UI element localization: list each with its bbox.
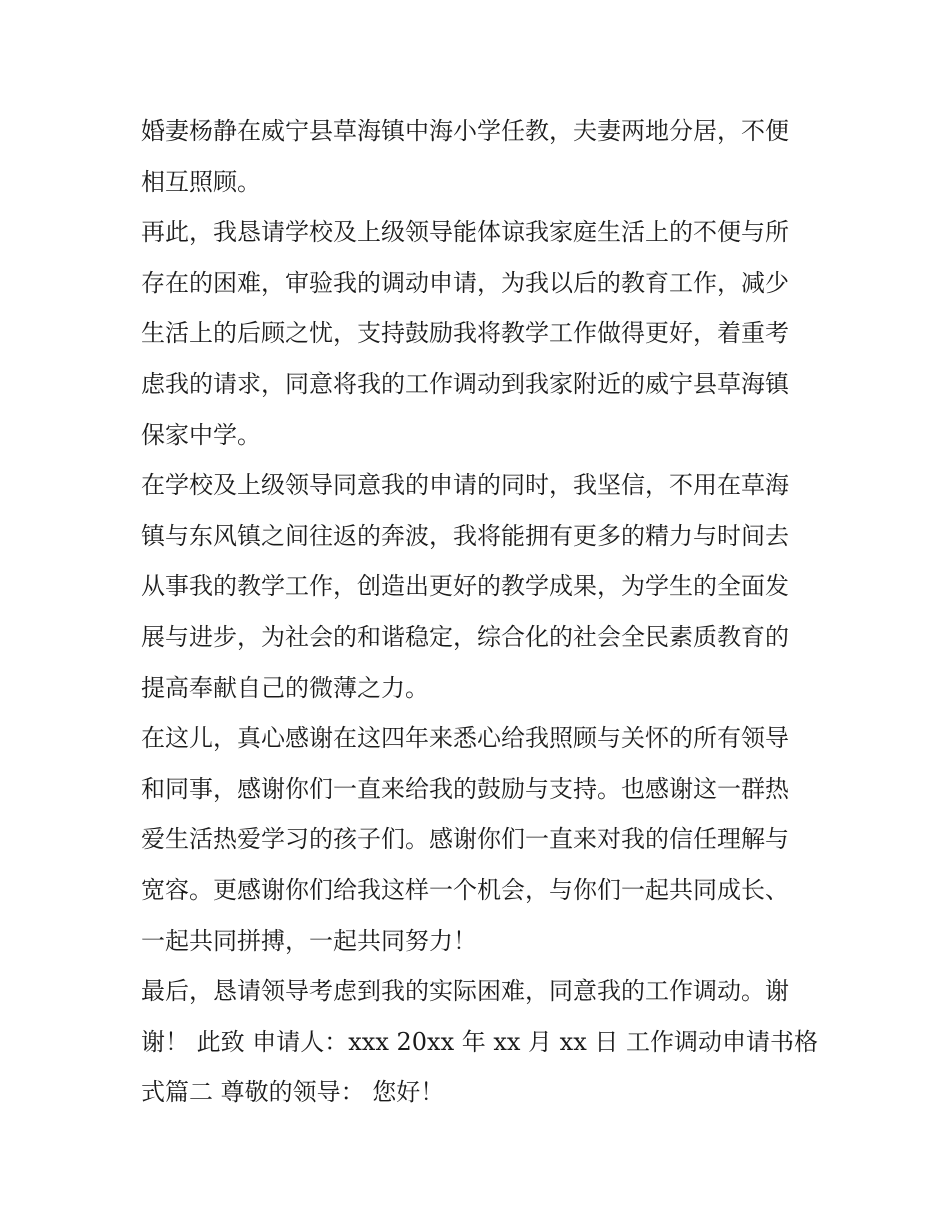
text-line: 在学校及上级领导同意我的申请的同时，我坚信，不用在草海 <box>141 471 789 500</box>
text-line: 谢！ 此致 申请人：xxx 20xx 年 xx 月 xx 日 工作调动申请书格 <box>141 1027 819 1056</box>
text-line: 爱生活热爱学习的孩子们。感谢你们一直来对我的信任理解与 <box>141 825 789 854</box>
text-line: 展与进步，为社会的和谐稳定，综合化的社会全民素质教育的 <box>141 622 789 651</box>
text-line: 虑我的请求，同意将我的工作调动到我家附近的威宁县草海镇 <box>141 369 789 398</box>
text-line: 宽容。更感谢你们给我这样一个机会，与你们一起共同成长、 <box>141 875 789 904</box>
text-line: 存在的困难，审验我的调动申请，为我以后的教育工作，减少 <box>141 268 789 297</box>
text-line: 从事我的教学工作，创造出更好的教学成果，为学生的全面发 <box>141 572 789 601</box>
text-line: 相互照顾。 <box>141 167 261 196</box>
text-line: 一起共同拼搏，一起共同努力！ <box>141 926 477 955</box>
text-line: 保家中学。 <box>141 420 261 449</box>
text-line: 最后，恳请领导考虑到我的实际困难，同意我的工作调动。谢 <box>141 977 789 1006</box>
text-line: 生活上的后顾之忧，支持鼓励我将教学工作做得更好，着重考 <box>141 319 789 348</box>
text-line: 在这儿，真心感谢在这四年来悉心给我照顾与关怀的所有领导 <box>141 724 789 753</box>
text-line: 镇与东风镇之间往返的奔波，我将能拥有更多的精力与时间去 <box>141 521 789 550</box>
text-line: 婚妻杨静在威宁县草海镇中海小学任教，夫妻两地分居，不便 <box>141 117 789 145</box>
text-line: 再此，我恳请学校及上级领导能体谅我家庭生活上的不便与所 <box>141 218 789 247</box>
document-body <box>141 106 821 1118</box>
text-line: 提高奉献自己的微薄之力。 <box>141 673 429 702</box>
text-line: 和同事，感谢你们一直来给我的鼓励与支持。也感谢这一群热 <box>141 774 789 803</box>
text-line: 式篇二 尊敬的领导： 您好！ <box>141 1078 445 1107</box>
